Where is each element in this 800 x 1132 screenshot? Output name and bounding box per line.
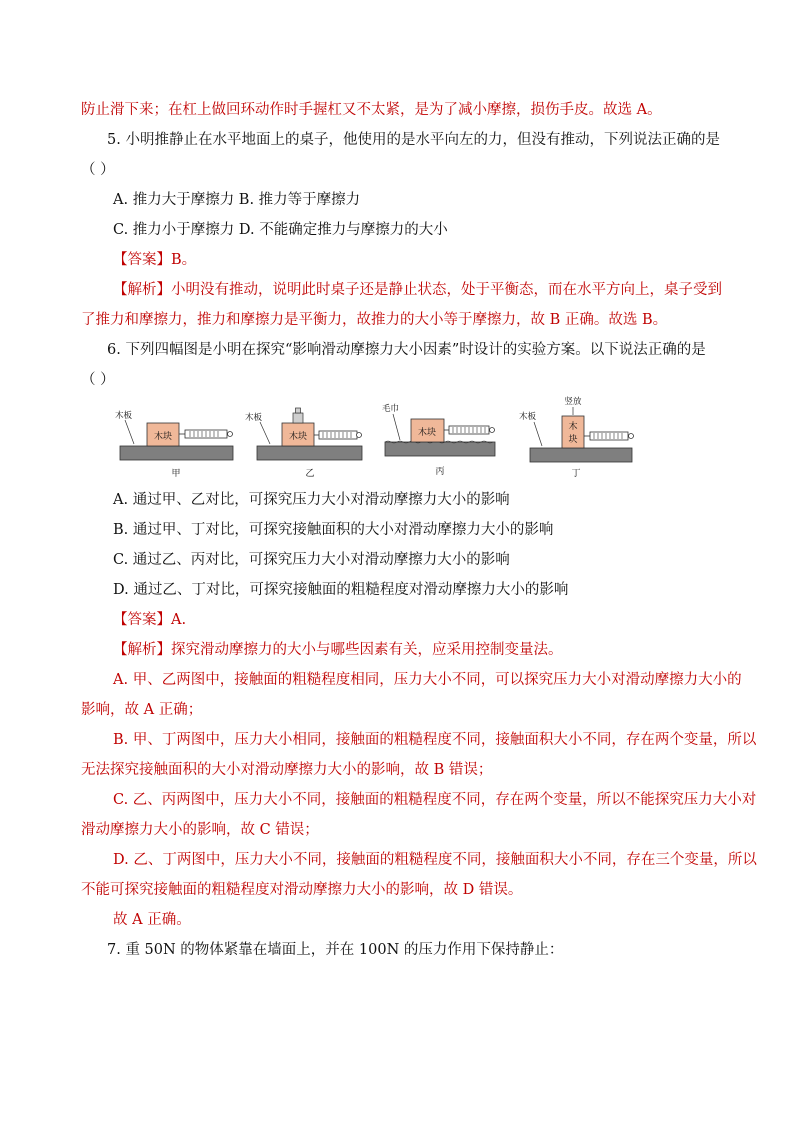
question-6-analysis-intro: 【解析】探究滑动摩擦力的大小与哪些因素有关，应采用控制变量法。 — [113, 642, 563, 658]
board-label: 木板 — [245, 413, 263, 423]
question-6-stem: 6. 下列四幅图是小明在探究“影响滑动摩擦力大小因素”时设计的实验方案。以下说法正确的是 — [107, 342, 706, 358]
question-6-blank: （ ） — [81, 372, 115, 388]
caption-yi: 乙 — [305, 469, 315, 478]
question-6-analysis-b-1: B. 甲、丁两图中，压力大小相同，接触面的粗糙程度不同，接触面积大小不同，存在两个变量，所以 — [113, 732, 757, 748]
caption-ding: 丁 — [571, 469, 581, 478]
upright-label: 竖放 — [564, 397, 582, 407]
experiment-figure-svg — [110, 396, 650, 478]
question-6-analysis-a-2: 影响，故 A 正确； — [81, 702, 203, 718]
question-5-analysis-1: 【解析】小明没有推动，说明此时桌子还是静止状态，处于平衡态，而在水平方向上，桌子受到 — [113, 282, 722, 298]
question-5-stem: 5. 小明推静止在水平地面上的桌子，他使用的是水平向左的力，但没有推动，下列说法正确的是 — [107, 132, 720, 148]
question-5-answer: 【答案】B。 — [113, 252, 197, 268]
block-label: 木块 — [288, 432, 308, 442]
question-6-analysis-d-2: 不能可探究接触面的粗糙程度对滑动摩擦力大小的影响，故 D 错误。 — [81, 882, 523, 898]
question-6-conclusion: 故 A 正确。 — [113, 912, 191, 928]
question-6-analysis-c-2: 滑动摩擦力大小的影响，故 C 错误； — [81, 822, 319, 838]
caption-jia: 甲 — [171, 469, 181, 478]
line-1: 防止滑下来；在杠上做回环动作时手握杠又不太紧，是为了减小摩擦，损伤手皮。故选 A。 — [81, 102, 662, 118]
question-5-options-ab: A. 推力大于摩擦力 B. 推力等于摩擦力 — [113, 192, 361, 208]
experiment-figure — [110, 396, 650, 478]
question-7-stem: 7. 重 50N 的物体紧靠在墙面上，并在 100N 的压力作用下保持静止： — [107, 942, 564, 958]
spring-scale-ring — [629, 434, 634, 439]
figure-panel-yi — [245, 408, 362, 478]
board-pointer — [125, 420, 134, 444]
question-6-analysis-a-1: A. 甲、乙两图中，接触面的粗糙程度相同，压力大小不同，可以探究压力大小对滑动摩擦力大小的 — [113, 672, 742, 688]
question-6-analysis-c-1: C. 乙、丙两图中，压力大小不同，接触面的粗糙程度不同，存在两个变量，所以不能探究压力大小对 — [113, 792, 757, 808]
caption-bing: 丙 — [435, 467, 445, 477]
question-5-options-cd: C. 推力小于摩擦力 D. 不能确定推力与摩擦力的大小 — [113, 222, 448, 238]
figure-panel-bing — [382, 403, 495, 477]
board-label: 木板 — [115, 411, 133, 421]
board-label: 木板 — [519, 412, 537, 422]
board-pointer — [534, 422, 542, 446]
spring-scale-ring — [228, 432, 233, 437]
figure-panel-ding — [519, 396, 634, 478]
ground — [257, 446, 362, 460]
question-5-analysis-2: 了推力和摩擦力，推力和摩擦力是平衡力，故推力的大小等于摩擦力，故 B 正确。故选 B。 — [81, 312, 668, 328]
ground — [385, 442, 495, 456]
question-6-option-d: D. 通过乙、丁对比，可探究接触面的粗糙程度对滑动摩擦力大小的影响 — [113, 582, 569, 598]
question-6-option-a: A. 通过甲、乙对比，可探究压力大小对滑动摩擦力大小的影响 — [113, 492, 510, 508]
board-pointer — [260, 422, 270, 444]
towel-pointer — [393, 414, 400, 440]
question-6-analysis-d-1: D. 乙、丁两图中，压力大小不同，接触面的粗糙程度不同，接触面积大小不同，存在三个变量，所以 — [113, 852, 757, 868]
ground — [120, 446, 233, 460]
spring-scale-ring — [357, 433, 362, 438]
spring-scale-ring — [490, 428, 495, 433]
question-6-analysis-b-2: 无法探究接触面积的大小对滑动摩擦力大小的影响，故 B 错误； — [81, 762, 493, 778]
question-6-option-c: C. 通过乙、丙对比，可探究压力大小对滑动摩擦力大小的影响 — [113, 552, 510, 568]
block-label: 木块 — [153, 432, 173, 442]
towel-label: 毛巾 — [382, 404, 400, 414]
block-label: 木块 — [417, 428, 437, 438]
question-6-option-b: B. 通过甲、丁对比，可探究接触面积的大小对滑动摩擦力大小的影响 — [113, 522, 554, 538]
weight-body — [293, 413, 303, 423]
question-5-blank: （ ） — [81, 162, 115, 178]
question-6-answer: 【答案】A. — [113, 612, 187, 628]
block-label-2: 块 — [568, 435, 578, 445]
weight-top — [296, 408, 301, 413]
figure-panel-jia — [115, 410, 233, 478]
ground — [530, 448, 632, 462]
block-label-1: 木 — [568, 422, 578, 432]
